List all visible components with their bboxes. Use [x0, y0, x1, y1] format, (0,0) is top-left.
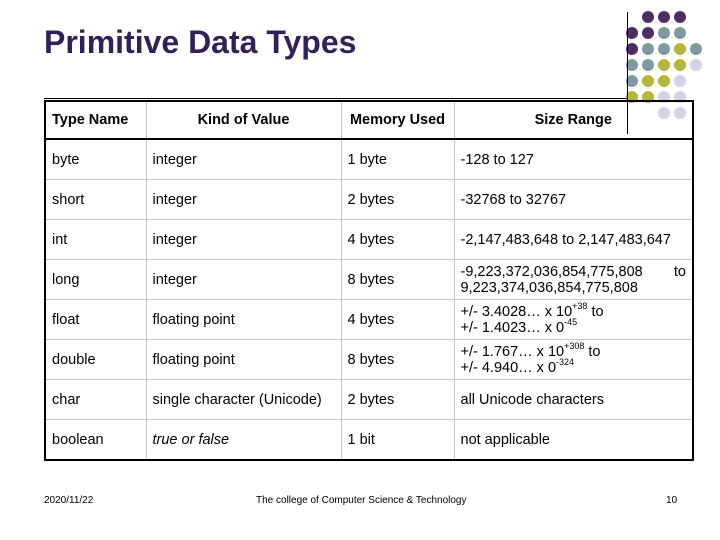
- dot: [658, 27, 670, 39]
- range-base: +/- 1.767… x 10: [460, 343, 565, 360]
- cell-kind: integer: [146, 260, 341, 300]
- cell-memory: 8 bytes: [341, 260, 454, 300]
- slide-title: Primitive Data Types: [44, 24, 357, 60]
- dot: [642, 27, 654, 39]
- cell-memory: 2 bytes: [341, 180, 454, 220]
- range-line-2: [460, 316, 687, 336]
- dot: [674, 27, 686, 39]
- dot: [674, 59, 686, 71]
- table-row: [45, 220, 693, 260]
- dot: [658, 43, 670, 55]
- cell-type: byte: [45, 139, 146, 180]
- range-to: to: [587, 303, 604, 320]
- table-row: [45, 300, 693, 340]
- range-exponent: -324: [556, 356, 575, 367]
- dot: [658, 75, 670, 87]
- range-base: +/- 3.4028… x 10: [460, 303, 573, 320]
- range-line-1: [461, 264, 687, 280]
- range-value-2: 9,223,374,036,854,775,808: [460, 279, 638, 296]
- cell-kind: integer: [146, 139, 341, 180]
- range-line-2: [460, 356, 687, 376]
- kind-true: true: [152, 431, 178, 448]
- cell-kind: [146, 420, 341, 461]
- cell-memory: 4 bytes: [341, 220, 454, 260]
- primitive-types-table: [44, 100, 694, 461]
- cell-kind: single character (Unicode): [146, 380, 341, 420]
- range-to: to: [673, 263, 686, 280]
- cell-range: -32768 to 32767: [454, 180, 693, 220]
- range-exponent: -45: [564, 316, 578, 327]
- range-base: +/- 4.940… x 0: [460, 359, 557, 376]
- range-exponent: +308: [564, 340, 585, 351]
- table-row: [45, 180, 693, 220]
- dot: [642, 59, 654, 71]
- cell-type: int: [45, 220, 146, 260]
- cell-range: [454, 300, 693, 340]
- range-exponent: +38: [572, 300, 588, 311]
- dot: [642, 43, 654, 55]
- kind-false: false: [198, 431, 230, 448]
- dot: [674, 11, 686, 23]
- table-row: [45, 380, 693, 420]
- header-kind-of-value: Kind of Value: [146, 101, 341, 139]
- cell-type: float: [45, 300, 146, 340]
- dot: [674, 75, 686, 87]
- header-type-name: Type Name: [45, 101, 146, 139]
- dot: [674, 43, 686, 55]
- table-row: [45, 420, 693, 461]
- header-size-range: Size Range: [454, 101, 693, 139]
- kind-or: or: [177, 431, 199, 448]
- footer-organization: The college of Computer Science & Technology: [256, 495, 467, 506]
- cell-range: [454, 260, 693, 300]
- dot: [658, 59, 670, 71]
- table-header-row: [45, 101, 693, 139]
- cell-range: not applicable: [454, 420, 693, 461]
- cell-memory: 1 bit: [341, 420, 454, 461]
- range-value-1: -9,223,372,036,854,775,808: [460, 263, 643, 280]
- range-to: to: [584, 343, 601, 360]
- cell-range: all Unicode characters: [454, 380, 693, 420]
- cell-type: boolean: [45, 420, 146, 461]
- footer-page-number: 10: [666, 495, 678, 506]
- dot: [642, 75, 654, 87]
- cell-memory: 4 bytes: [341, 300, 454, 340]
- cell-type: char: [45, 380, 146, 420]
- footer-date: 2020/11/22: [44, 495, 94, 506]
- dot: [690, 59, 702, 71]
- dot: [642, 11, 654, 23]
- cell-type: short: [45, 180, 146, 220]
- cell-kind: integer: [146, 220, 341, 260]
- table-row: [45, 340, 693, 380]
- table-row: [45, 260, 693, 300]
- dot: [658, 11, 670, 23]
- cell-kind: integer: [146, 180, 341, 220]
- cell-range: -128 to 127: [454, 139, 693, 180]
- cell-type: long: [45, 260, 146, 300]
- cell-kind: floating point: [146, 340, 341, 380]
- range-base: +/- 1.4023… x 0: [460, 319, 565, 336]
- cell-range: -2,147,483,648 to 2,147,483,647: [454, 220, 693, 260]
- cell-memory: 8 bytes: [341, 340, 454, 380]
- cell-memory: 1 byte: [341, 139, 454, 180]
- cell-range: [454, 340, 693, 380]
- dot: [690, 43, 702, 55]
- cell-type: double: [45, 340, 146, 380]
- cell-memory: 2 bytes: [341, 380, 454, 420]
- cell-kind: floating point: [146, 300, 341, 340]
- title-divider-horizontal: [44, 98, 628, 99]
- table-row: [45, 139, 693, 180]
- header-memory-used: Memory Used: [341, 101, 454, 139]
